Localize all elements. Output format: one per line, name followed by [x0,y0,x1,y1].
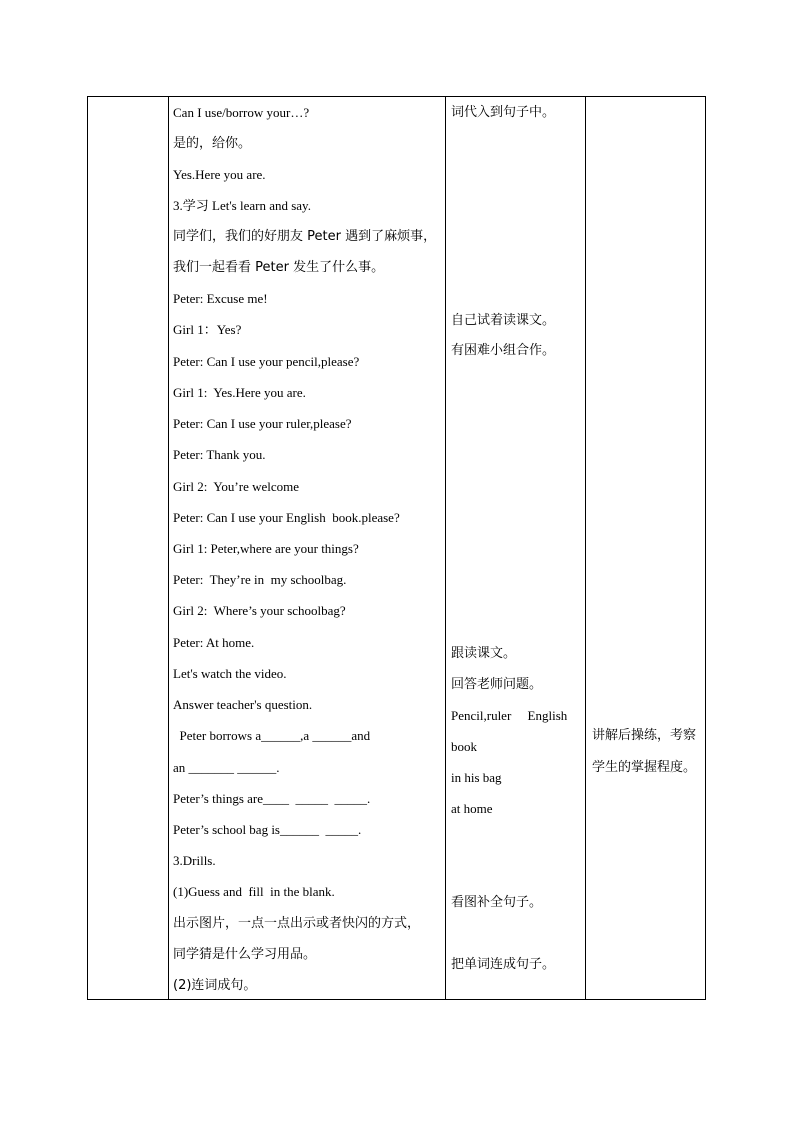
process-line: Girl 1: Peter,where are your things? [173,541,359,556]
activity-text: 自己试着读课文。 [451,313,556,328]
process-line: Peter: Can I use your English book.please? [173,510,400,525]
activity-text: 有困难小组合作。 [451,343,556,358]
process-line: Let's watch the video. [173,666,287,681]
activity-text: 词代入到句子中。 [451,105,556,120]
process-line: Girl 2: Where’s your schoolbag? [173,603,346,618]
process-line: (2)连词成句。 [173,978,257,993]
process-line: (1)Guess and fill in the blank. [173,884,335,899]
intent-text: 讲解后操练，考察 [592,728,697,743]
activity-text: book [451,739,477,754]
activity-text: 把单词连成句子。 [451,957,556,972]
column-divider [585,97,586,999]
process-line: Peter’s things are____ _____ _____. [173,791,371,806]
process-line: 同学猜是什么学习用品。 [173,947,317,962]
process-line: Peter borrows a______,a ______and [173,728,371,743]
activity-text: Pencil,ruler English [451,708,568,723]
process-line: Peter: At home. [173,635,255,650]
process-line: Yes.Here you are. [173,167,266,182]
process-line: Peter: Thank you. [173,447,266,462]
process-line: an _______ ______. [173,760,280,775]
activity-text: 回答老师问题。 [451,677,543,692]
activity-text: at home [451,801,493,816]
column-divider [445,97,446,999]
process-line: 出示图片，一点一点出示或者快闪的方式， [173,916,421,931]
activity-text: 跟读课文。 [451,646,517,661]
process-line: Peter: Excuse me! [173,291,268,306]
activity-text: 看图补全句子。 [451,895,543,910]
process-line: Peter: Can I use your ruler,please? [173,416,352,431]
process-line: Can I use/borrow your…? [173,105,310,120]
process-line: 是的，给你。 [173,136,252,151]
process-line: 同学们，我们的好朋友 Peter 遇到了麻烦事， [173,229,437,244]
process-line: Girl 2: You’re welcome [173,479,300,494]
process-line: 我们一起看看 Peter 发生了什么事。 [173,260,385,275]
process-line: 3.Drills. [173,853,216,868]
process-line: Girl 1：Yes? [173,322,242,337]
activity-text: in his bag [451,770,502,785]
process-line: Girl 1: Yes.Here you are. [173,385,306,400]
intent-text: 学生的掌握程度。 [592,760,697,775]
process-line: Peter: They’re in my schoolbag. [173,572,347,587]
process-line: 3.学习 Let's learn and say. [173,198,311,213]
process-line: Answer teacher's question. [173,697,313,712]
column-divider [168,97,169,999]
process-line: Peter: Can I use your pencil,please? [173,354,360,369]
process-line: Peter’s school bag is______ _____. [173,822,362,837]
